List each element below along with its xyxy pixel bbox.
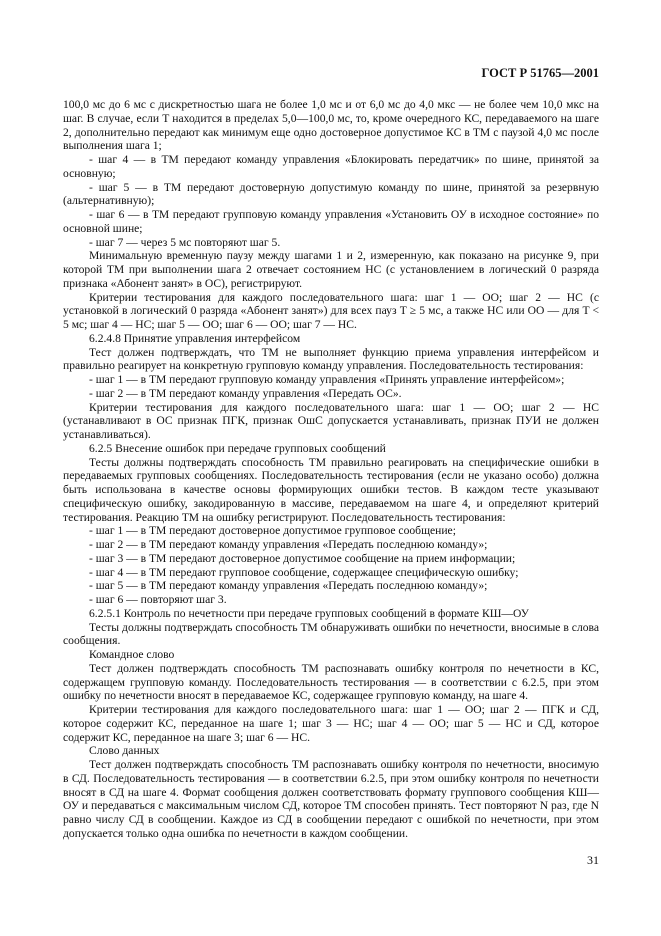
step-item: - шаг 2 — в ТМ передают команду управления «Передать ОС».: [89, 386, 402, 400]
paragraph: Тест должен подтверждать способность ТМ распознавать ошибку контроля по нечетности, вносимую в СД. Последовательность тестирования — в соответствии 6.2.5, при этом ошибку контроля по нечетности вносят в СД на шаге 4. Формат сообщения должен соответствовать формату группового сообщения КШ—ОУ и передаваться с максимальным числом СД, которое ТМ способен принять. Тест повторяют N раз, где N равно числу СД в сообщении. Каждое из СД в сообщении передают с ошибкой по нечетности, при этом допускается только одна ошибка по нечетности в каждом сообщении.: [63, 758, 599, 840]
paragraph: Критерии тестирования для каждого последовательного шага: шаг 1 — ОО; шаг 2 — ПГК и СД, которое содержит КС, переданное на шаге 1; шаг 3 — НС; шаг 4 — ОО; шаг 5 — НС и СД, которое содержит КС, переданное на шаге 3; шаг 6 — НС.: [63, 703, 599, 744]
section-heading: 6.2.4.8 Принятие управления интерфейсом: [89, 331, 301, 345]
paragraph: Тесты должны подтверждать способность ТМ обнаруживать ошибки по нечетности, вносимые в слова сообщения.: [63, 620, 599, 648]
paragraph: Тесты должны подтверждать способность ТМ правильно реагировать на специфические ошибки в передаваемых групповых сообщениях. Последовательность тестирования (если не указано особо) должна быть использована в качестве основы формирующих ошибки тестов. В каждом тесте указывают специфическую ошибку, закодированную в массиве, передаваемом на шаге 4, и определяют критерий тестирования. Реакцию ТМ на ошибку регистрируют. Последовательность тестирования:: [63, 455, 599, 524]
step-item: - шаг 6 — в ТМ передают групповую команду управления «Установить ОУ в исходное состояние» по основной шине;: [63, 208, 599, 235]
step-item: - шаг 4 — в ТМ передают групповое сообщение, содержащее специфическую ошибку;: [89, 565, 519, 579]
step-item: - шаг 1 — в ТМ передают групповую команду управления «Принять управление интерфейсом»;: [89, 373, 565, 386]
document-body: [63, 98, 599, 841]
paragraph: Критерии тестирования для каждого последовательного шага: шаг 1 — ОО; шаг 2 — НС (с установкой в логический 0 разряда «Абонент занят») для всех пауз T ≥ 5 мс, а также НС или ОО — для T < 5 мс; шаг 4 — НС; шаг 5 — ОО; шаг 6 — ОО; шаг 7 — НС.: [63, 290, 599, 331]
section-heading: 6.2.5.1 Контроль по нечетности при передаче групповых сообщений в формате КШ—ОУ: [89, 606, 529, 620]
paragraph: Тест должен подтверждать, что ТМ не выполняет функцию приема управления интерфейсом и правильно реагирует на конкретную групповую команду управления. Последовательность тестирования:: [63, 345, 599, 373]
paragraph: Тест должен подтверждать способность ТМ распознавать ошибку контроля по нечетности в КС, содержащем групповую команду. Последовательность тестирования — в соответствии с 6.2.5, при этом ошибку по нечетности вносят в передаваемое КС, содержащее групповую команду, на шаге 4.: [63, 661, 599, 703]
section-heading: 6.2.5 Внесение ошибок при передаче групповых сообщений: [89, 441, 386, 455]
step-item: - шаг 5 — в ТМ передают команду управления «Передать последнюю команду»;: [89, 579, 488, 593]
paragraph: Критерии тестирования для каждого последовательного шага: шаг 1 — ОО; шаг 2 — НС (устанавливают в ОС признак ПГК, признак ОшС допускается устанавливать, признак ПУИ не должен устанавливаться).: [63, 400, 599, 441]
step-item: - шаг 3 — в ТМ передают достоверное допустимое сообщение на прием информации;: [89, 551, 516, 565]
step-item: - шаг 2 — в ТМ передают команду управления «Передать последнюю команду»;: [89, 538, 488, 551]
document-header: ГОСТ Р 51765—2001: [481, 66, 599, 80]
paragraph: 100,0 мс до 6 мс с дискретностью шага не более 1,0 мс и от 6,0 мс до 4,0 мкс — не более чем 10,0 мкс на шаг. В случае, если T находится в пределах 5,0—100,0 мс, то, кроме очередного КС, передаваемого на шаге 2, дополнительно передают как минимум еще одно достоверное допустимое КС в ТМ с паузой 4,0 мс после выполнения шага 1;: [63, 98, 599, 153]
page-number: 31: [587, 853, 599, 867]
step-item: - шаг 5 — в ТМ передают достоверную допустимую команду по шине, принятой за резервную (альтернативную);: [63, 180, 599, 208]
step-item: - шаг 1 — в ТМ передают достоверное допустимое групповое сообщение;: [89, 524, 456, 538]
subsection-label: Командное слово: [89, 648, 175, 661]
step-item: - шаг 6 — повторяют шаг 3.: [89, 593, 227, 606]
subsection-label: Слово данных: [89, 744, 160, 758]
step-item: - шаг 7 — через 5 мс повторяют шаг 5.: [89, 235, 281, 249]
step-item: - шаг 4 — в ТМ передают команду управления «Блокировать передатчик» по шине, принятой за основную;: [63, 153, 599, 180]
paragraph: Минимальную временную паузу между шагами 1 и 2, измеренную, как показано на рисунке 9, при которой ТМ при выполнении шага 2 отвечает состоянием НС (с установлением в логический 0 разряда признака «Абонент занят» в ОС), регистрируют.: [63, 249, 599, 290]
